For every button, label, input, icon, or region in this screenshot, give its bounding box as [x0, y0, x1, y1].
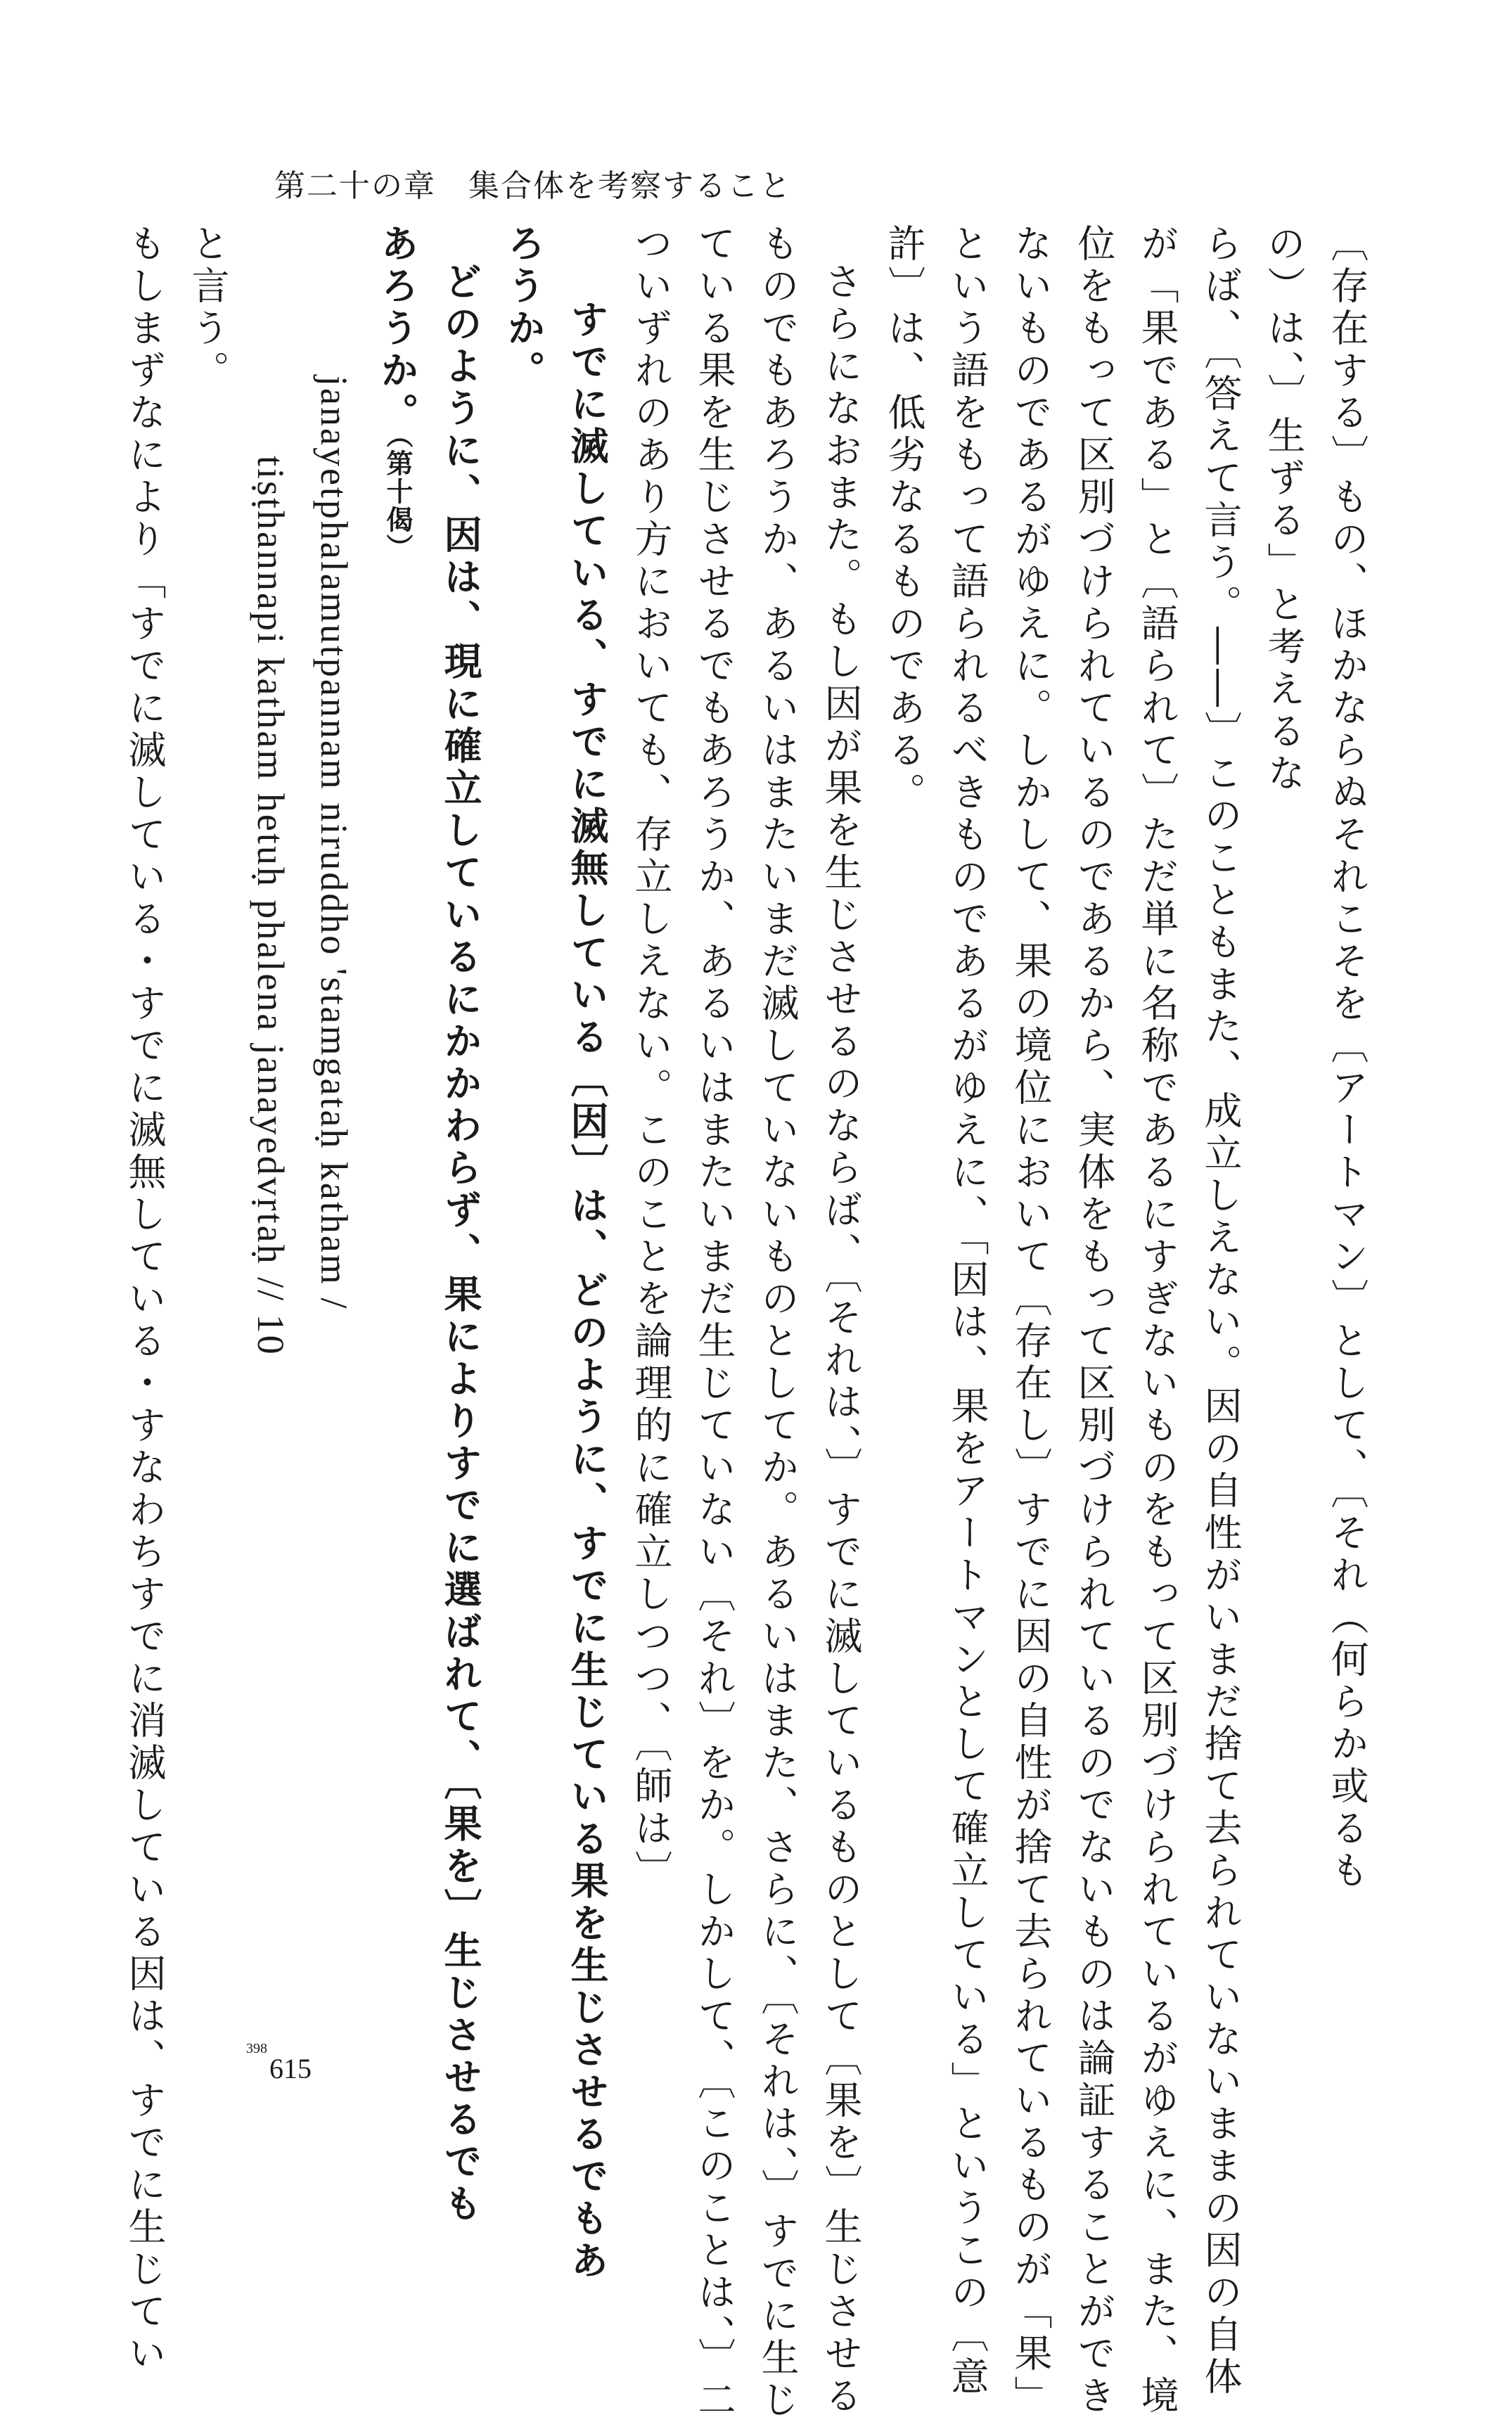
text-column: らば、〔答えて言う。――〕このこともまた、成立しえない。因の自性がいまだ捨て去られていないままの因の自体 [1198, 224, 1243, 2399]
text-column: 許〕は、低劣なるものである。 [882, 224, 926, 814]
verse-line: ろうか。 [501, 224, 546, 392]
running-header: 第二十の章 集合体を考察すること [274, 168, 792, 204]
text-column: ている果を生じさせるでもあろうか、あるいはまたいまだ生じていない〔それ〕をか。しかして、〔このことは、〕二 [692, 224, 736, 2422]
commentary-line: と言う。 [186, 224, 230, 392]
sanskrit-line: tiṣṭhannapi katham hetuḥ phalena janayedvṛtaḥ // 10 [250, 456, 292, 1357]
verse-text: あろうか。 [375, 224, 420, 435]
verse-line [366, 224, 429, 1926]
sub-page-number: 398 [246, 2041, 267, 2056]
text-column: が「果である」と〔語られて〕ただ単に名称であるにすぎないものをもって区別づけられているがゆえに、また、境 [1135, 224, 1179, 2418]
verse-number: （第十偈） [382, 435, 414, 562]
verse-line: どのように、因は、現に確立しているにかかわらず、果によりすでに選ばれて、〔果を〕生じさせるでも [438, 262, 483, 2226]
text-column: 位をもって区別づけられているのであるから、実体をもって区別づけられているのでないものは論証することができ [1072, 224, 1116, 2418]
text-column: ないものであるがゆえに。しかして、果の境位において〔存在し〕すでに因の自性が捨て去られているものが「果」 [1008, 224, 1053, 2418]
text-column: ものでもあろうか、あるいはまたいまだ滅していないものとしてか。あるいはまた、さらに、〔それは、〕すでに生じ [755, 224, 800, 2422]
text-column: 〔存在する〕もの、ほかならぬそれこそを〔アートマン〕として、〔それ（何らか或るもの）は、〕生ずる」と考えるな [1262, 224, 1369, 1892]
commentary-line: もしまずなにより「すでに滅している・すでに滅無している・すなわちすでに消滅している因は、すでに生じてい [122, 224, 167, 2376]
text-column: さらになおまた。もし因が果を生じさせるのならば、〔それは、〕すでに滅しているものとして〔果を〕生じさせる [819, 262, 863, 2418]
text-column: という語をもって語られるべきものであるがゆえに、「因は、果をアートマンとして確立している」というこの〔意 [945, 224, 989, 2399]
page-number: 615 [269, 2053, 312, 2084]
text-column: ついずれのあり方においても、存立しえない。このことを論理的に確立しつつ、〔師は〕 [629, 224, 673, 1892]
sanskrit-line: janayetphalamutpannam niruddho 'stamgataḥ katham / [313, 376, 355, 1311]
verse-line: すでに滅している、すでに滅無している〔因〕は、どのように、すでに生じている果を生じさせるでもあ [565, 300, 610, 2283]
